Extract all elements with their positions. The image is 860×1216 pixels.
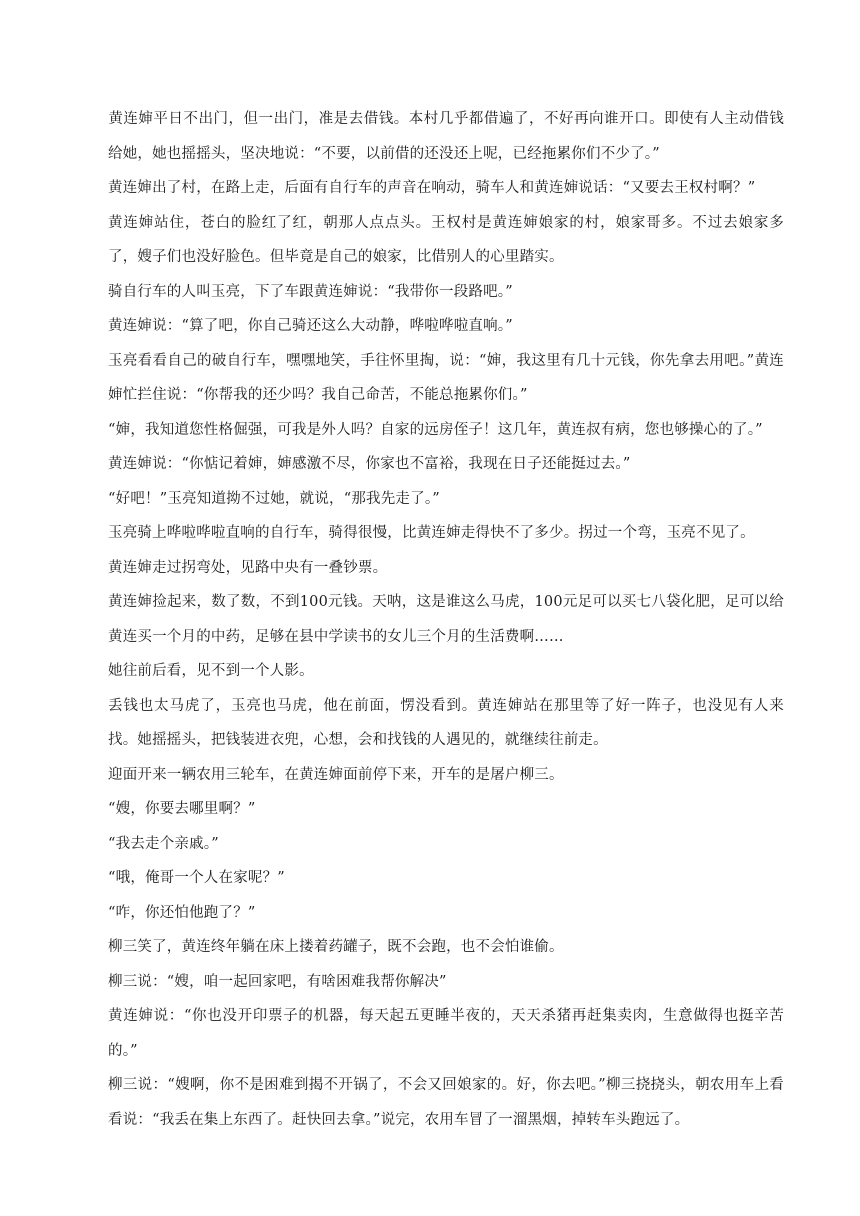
paragraph-5 [108, 309, 784, 344]
paragraph-17-text: “我去走个亲戚。” [108, 835, 219, 852]
paragraph-11-text: 黄连婶走过拐弯处，见路中央有一叠钞票。 [108, 559, 388, 576]
paragraph-8 [108, 447, 784, 482]
paragraph-23 [108, 1068, 784, 1137]
paragraph-10-text: 玉亮骑上哗啦哗啦直响的自行车，骑得很慢，比黄连婶走得快不了多少。拐过一个弯，玉亮不见了。 [108, 525, 755, 541]
paragraph-8-text: 黄连婶说：“你惦记着婶，婶感激不尽，你家也不富裕，我现在日子还能挺过去。” [108, 456, 631, 472]
paragraph-7-text: “婶，我知道您性格倔强，可我是外人吗？自家的远房侄子！这几年，黄连叔有病，您也够操心的了。” [108, 421, 763, 438]
paragraph-15-text: 迎面开来一辆农用三轮车，在黄连婶面前停下来，开车的是屠户柳三。 [108, 766, 564, 783]
paragraph-2 [108, 171, 784, 206]
paragraph-21 [108, 965, 784, 1000]
paragraph-10 [108, 516, 784, 551]
paragraph-15 [108, 758, 784, 793]
paragraph-13-text: 她往前后看，见不到一个人影。 [108, 663, 314, 679]
paragraph-16-text: “嫂，你要去哪里啊？” [108, 801, 256, 817]
paragraph-16 [108, 792, 784, 827]
paragraph-19-text: “咋，你还怕他跑了？” [108, 904, 256, 921]
paragraph-13 [108, 654, 784, 689]
paragraph-23-text: 柳三说：“嫂啊，你不是困难到揭不开锅了，不会又回娘家的。好，你去吧。”柳三挠挠头，朝农用车上看看说：“我丢在集上东西了。赶快回去拿。”说完，农用车冒了一溜黑烟，掉转车头跑远了。 [108, 1077, 784, 1128]
paragraph-4-text: 骑自行车的人叫玉亮，下了车跟黄连婶说：“我带你一段路吧。” [108, 283, 513, 300]
paragraph-21-text: 柳三说：“嫂，咱一起回家吧，有啥困难我帮你解决” [108, 973, 447, 990]
paragraph-17 [108, 827, 784, 862]
paragraph-14-text: 丢钱也太马虎了，玉亮也马虎，他在前面，愣没看到。黄连婶站在那里等了好一阵子，也没见有人来找。她摇摇头，把钱装进衣兜，心想，会和找钱的人遇见的，就继续往前走。 [108, 697, 784, 748]
paragraph-20-text: 柳三笑了，黄连终年躺在床上搂着药罐子，既不会跑，也不会怕谁偷。 [108, 939, 564, 955]
paragraph-3-text: 黄连婶站住，苍白的脸红了红，朝那人点点头。王权村是黄连婶娘家的村，娘家哥多。不过去娘家多了，嫂子们也没好脸色。但毕竟是自己的娘家，比借别人的心里踏实。 [108, 214, 784, 265]
paragraph-6 [108, 344, 784, 413]
paragraph-12-text: 黄连婶捡起来，数了数，不到100元钱。天呐，这是谁这么马虎，100元足可以买七八袋化肥，足可以给黄连买一个月的中药，足够在县中学读书的女儿三个月的生活费啊…… [108, 594, 784, 645]
paragraph-6-text: 玉亮看看自己的破自行车，嘿嘿地笑，手往怀里掏，说：“婶，我这里有几十元钱，你先拿去用吧。”黄连婶忙拦住说：“你帮我的还少吗？我自己命苦，不能总拖累你们。” [108, 352, 784, 403]
paragraph-19 [108, 896, 784, 931]
document-body [108, 102, 784, 1137]
paragraph-9-text: “好吧！”玉亮知道拗不过她，就说，“那我先走了。” [108, 490, 440, 507]
paragraph-7 [108, 413, 784, 448]
paragraph-20 [108, 930, 784, 965]
paragraph-22-text: 黄连婶说：“你也没开印票子的机器，每天起五更睡半夜的，天天杀猪再赶集卖肉，生意做得也挺辛苦的。” [108, 1008, 784, 1059]
paragraph-9 [108, 482, 784, 517]
paragraph-12 [108, 585, 784, 654]
paragraph-11 [108, 551, 784, 586]
paragraph-5-text: 黄连婶说：“算了吧，你自己骑还这么大动静，哗啦哗啦直响。” [108, 318, 513, 334]
paragraph-18 [108, 861, 784, 896]
paragraph-4 [108, 275, 784, 310]
paragraph-14 [108, 689, 784, 758]
paragraph-22 [108, 999, 784, 1068]
paragraph-1-text: 黄连婶平日不出门，但一出门，准是去借钱。本村几乎都借遍了，不好再向谁开口。即使有人主动借钱给她，她也摇摇头，坚决地说：“不要，以前借的还没还上呢，已经拖累你们不少了。” [108, 111, 784, 162]
paragraph-1 [108, 102, 784, 171]
paragraph-3 [108, 206, 784, 275]
paragraph-2-text: 黄连婶出了村，在路上走，后面有自行车的声音在响动，骑车人和黄连婶说话：“又要去王权村啊？” [108, 180, 756, 196]
paragraph-18-text: “哦，俺哥一个人在家呢？” [108, 870, 285, 886]
